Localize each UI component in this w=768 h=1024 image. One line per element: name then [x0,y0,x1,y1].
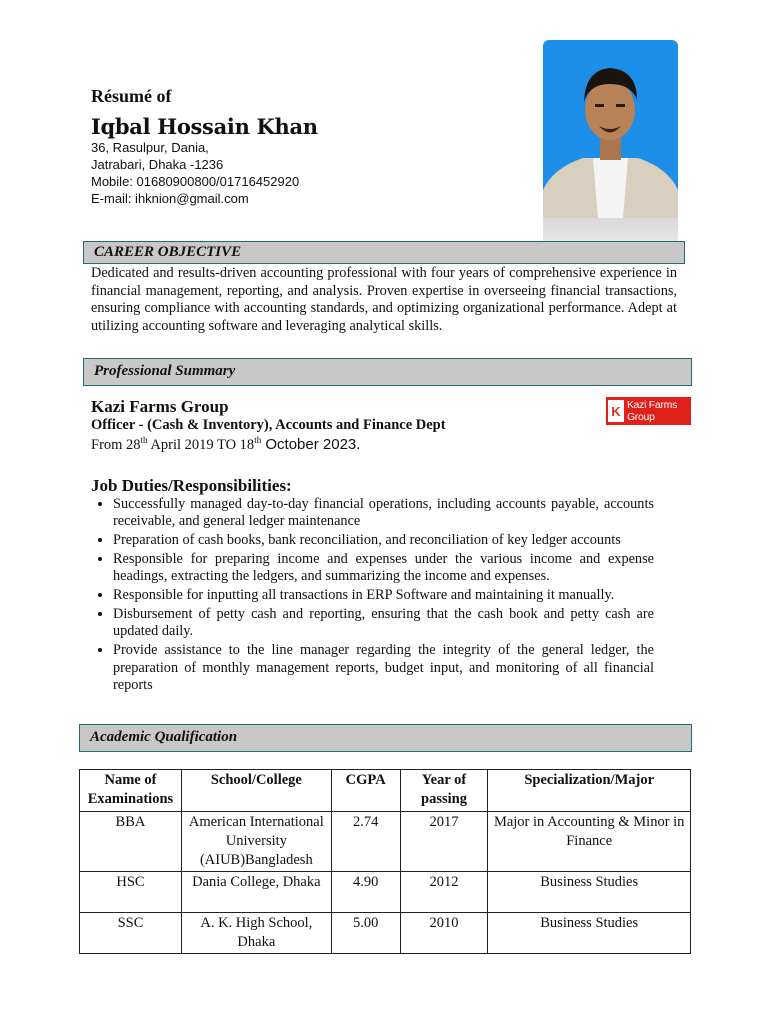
table-cell: 2.74 [331,812,400,872]
list-item: • Successfully managed day-to-day financial operations, including accounts payable, accounts receivable, and general ledger maintenance [113,496,654,531]
list-item: • Responsible for preparing income and expenses under the various income and expense headings, extracting the ledgers, and summarizing the income and expenses. [113,551,654,586]
table-cell: 2012 [400,872,488,913]
table-cell: 5.00 [331,913,400,954]
table-cell: Dania College, Dhaka [181,872,331,913]
career-objective-text: Dedicated and results-driven accounting professional with four years of comprehensive experience in financial management, reporting, and analysis. Proven expertise in overseeing financial transactions, ensuring compliance with accounting standards, and optimizing organizational performance. Adept at utilizing accounting software and leveraging analytical skills. [91,265,677,334]
table-cell: 2017 [400,812,488,872]
table-cell: Major in Accounting & Minor in Finance [488,812,691,872]
table-cell: BBA [80,812,182,872]
list-item: • Responsible for inputting all transactions in ERP Software and maintaining it manually. [113,587,654,604]
profile-photo [543,40,678,260]
table-header-row [80,770,691,812]
email-address: E-mail: ihknion@gmail.com [91,191,249,206]
list-item: • Provide assistance to the line manager regarding the integrity of the general ledger, the preparation of monthly management reports, budget input, and monitoring of all financial reports [113,642,654,694]
professional-summary-heading: Professional Summary [83,358,692,386]
resume-title: Résumé of [91,86,172,106]
company-logo-text: Kazi Farms Group [626,399,678,423]
contact-block [91,139,299,207]
table-cell: HSC [80,872,182,913]
table-cell: 2010 [400,913,488,954]
candidate-name: Iqbal Hossain Khan [91,114,318,139]
table-cell: Business Studies [488,913,691,954]
career-objective-heading: CAREER OBJECTIVE [83,241,685,264]
company-name: Kazi Farms Group [91,397,229,416]
column-header: Year of passing [400,770,488,812]
table-cell: A. K. High School, Dhaka [181,913,331,954]
mobile-number: Mobile: 01680900800/01716452920 [91,174,300,189]
address-line-2: Jatrabari, Dhaka -1236 [91,157,224,172]
column-header: CGPA [331,770,400,812]
employment-dates: From 28th April 2019 TO 18th October 2023. [91,435,361,453]
column-header: Specialization/Major [488,770,691,812]
address-line-1: 36, Rasulpur, Dania, [91,140,209,155]
table-row [80,872,691,913]
column-header: School/College [181,770,331,812]
job-duties-heading: Job Duties/Responsibilities: [91,476,292,495]
company-logo-mark: K [608,400,624,422]
list-item: • Preparation of cash books, bank reconciliation, and reconciliation of key ledger accounts [113,532,654,549]
table-cell: 4.90 [331,872,400,913]
academic-qualification-heading: Academic Qualification [79,724,692,752]
company-logo [606,397,691,425]
table-cell: SSC [80,913,182,954]
academic-table [79,769,691,954]
list-item: • Disbursement of petty cash and reporting, ensuring that the cash book and petty cash are updated daily. [113,606,654,641]
job-role: Officer - (Cash & Inventory), Accounts and Finance Dept [91,417,446,433]
column-header: Name of Examinations [80,770,182,812]
table-row [80,812,691,872]
table-cell: American International University (AIUB)Bangladesh [181,812,331,872]
table-cell: Business Studies [488,872,691,913]
table-row [80,913,691,954]
job-duties-list [88,496,654,696]
